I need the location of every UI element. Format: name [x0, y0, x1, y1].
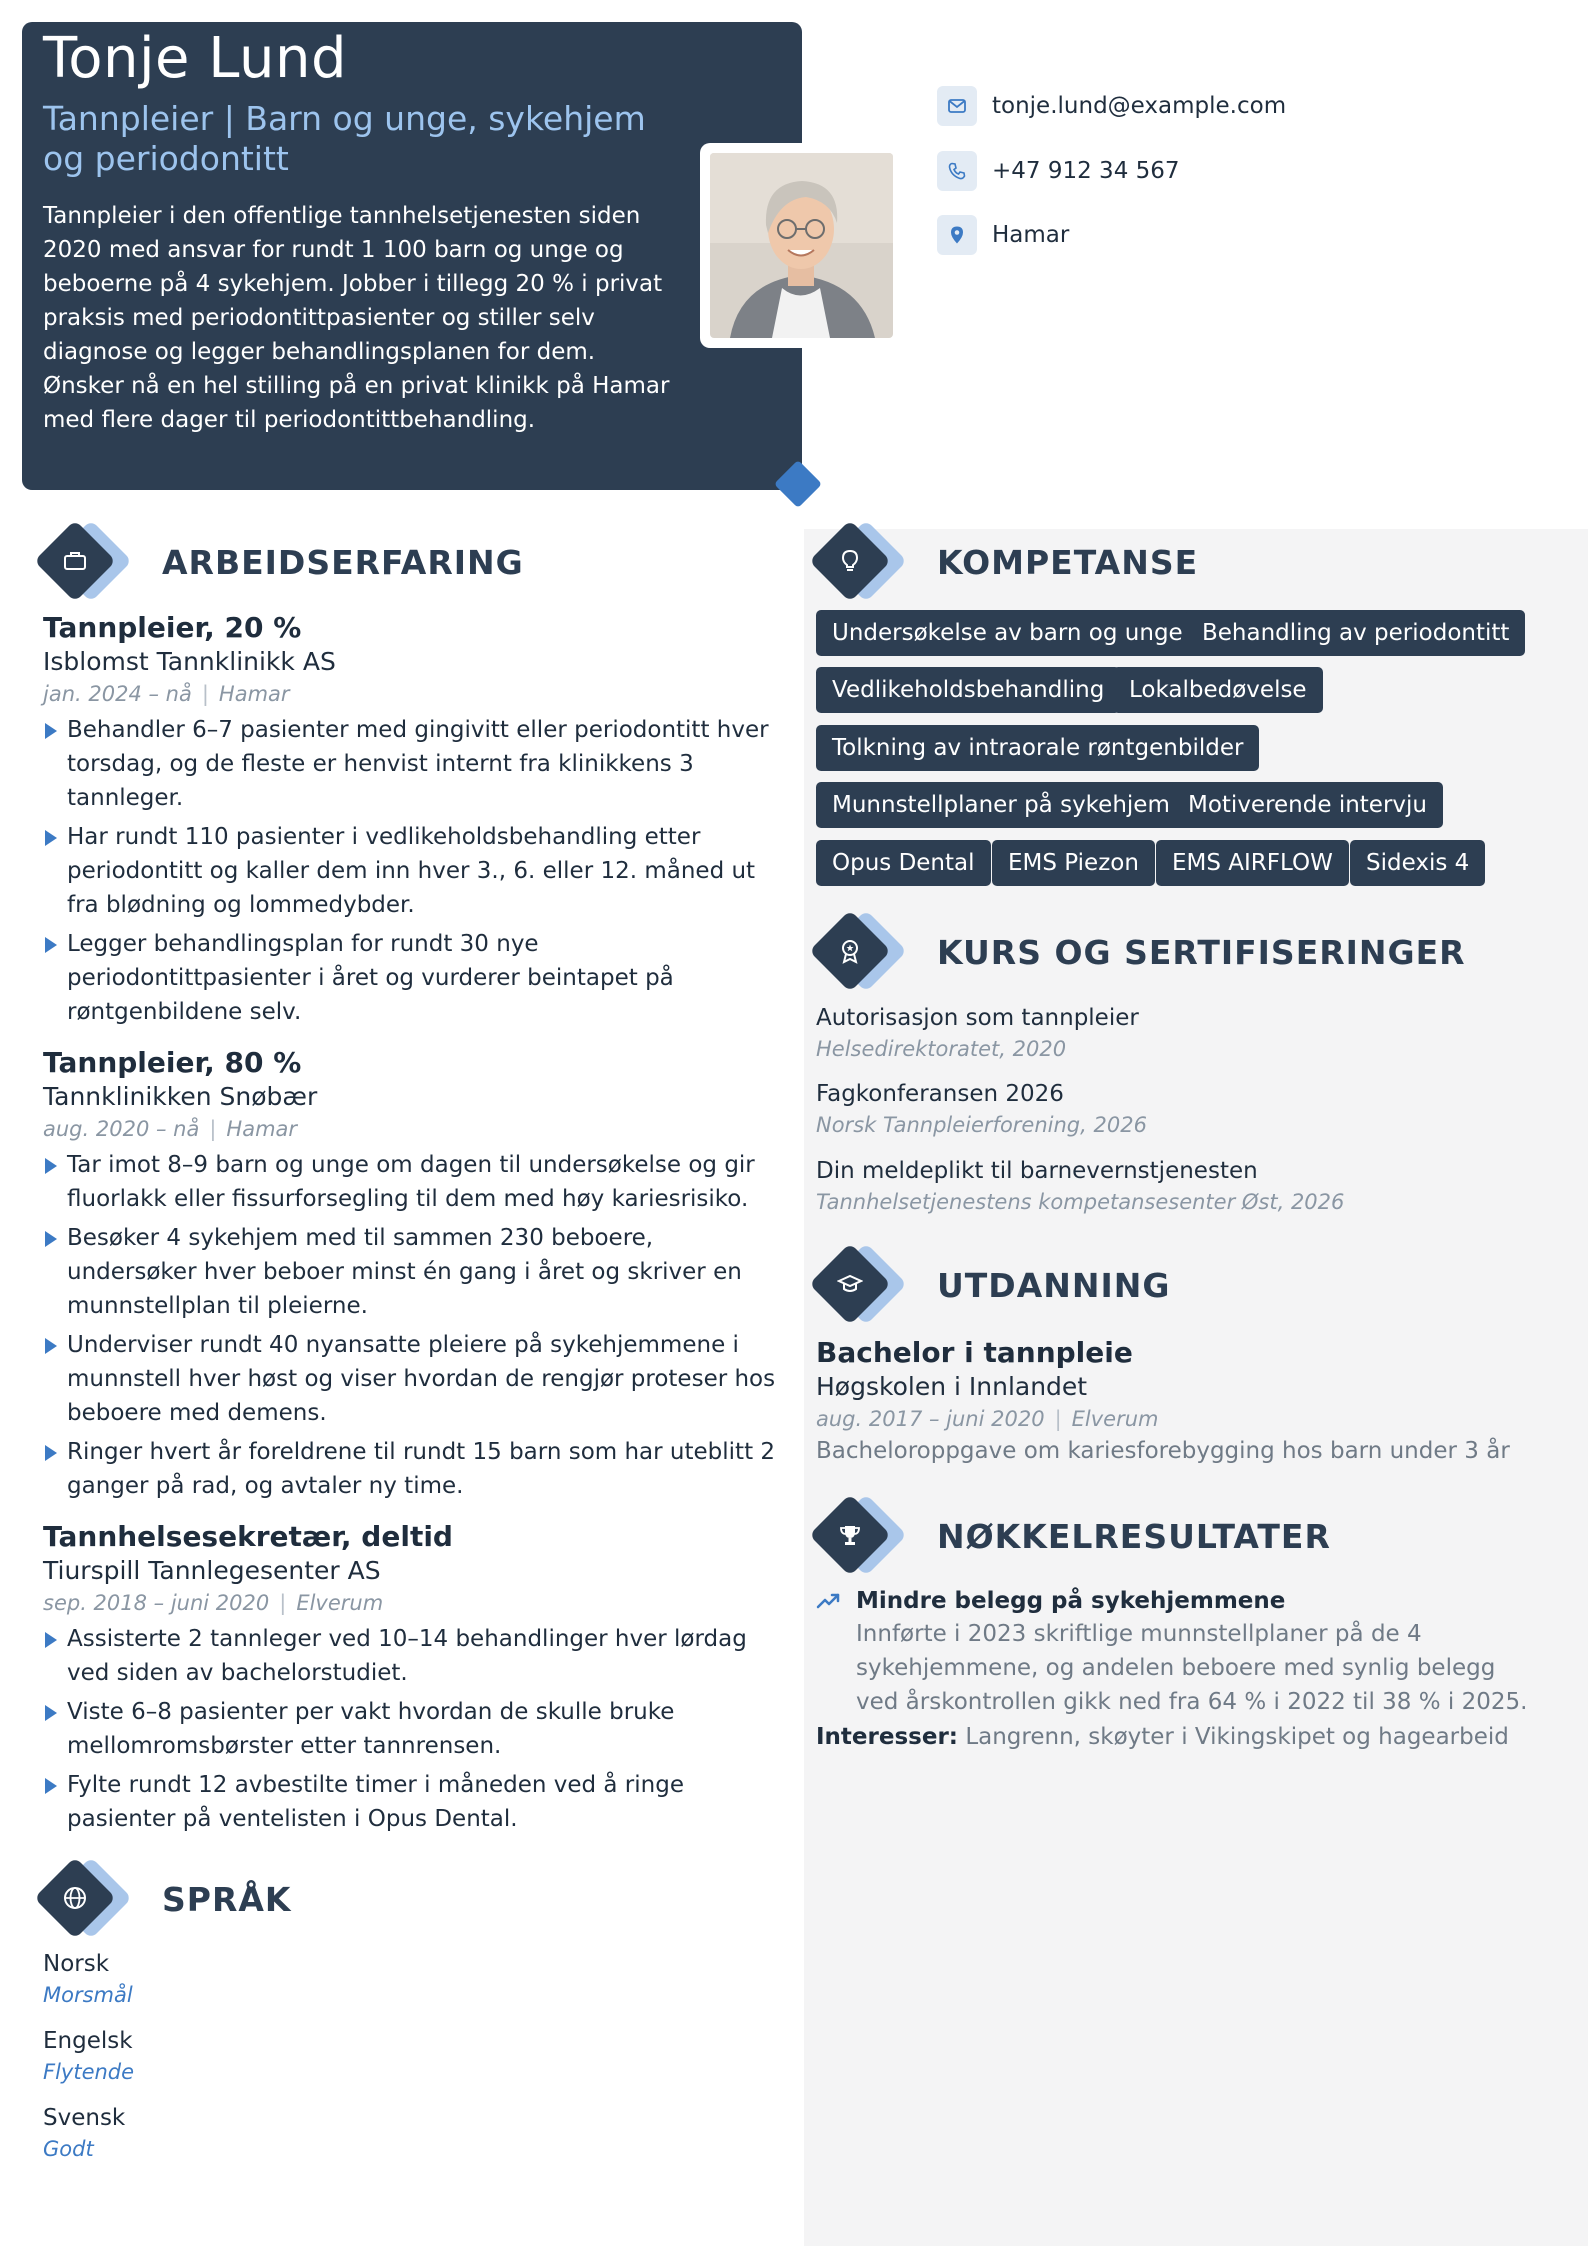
- achievement-title: Mindre belegg på sykehjemmene: [856, 1588, 1286, 1614]
- job-title: Tannhelsesekretær, deltid: [43, 1520, 453, 1553]
- language-name: Engelsk: [43, 2028, 133, 2054]
- language-level: Morsmål: [43, 1983, 133, 2007]
- job-place: Elverum: [296, 1591, 384, 1615]
- job-place: Hamar: [226, 1117, 298, 1141]
- language-item: [43, 2025, 134, 2087]
- language-item: [43, 1948, 133, 2010]
- languages-section-heading: [42, 1859, 442, 1939]
- skill-tag: Undersøkelse av barn og unge: [816, 610, 1199, 656]
- job-place: Hamar: [218, 682, 290, 706]
- lightbulb-icon: [837, 548, 863, 574]
- education-title: UTDANNING: [937, 1266, 1171, 1305]
- person-headline: Tannpleier | Barn og unge, sykehjem og periodontitt: [43, 98, 646, 178]
- language-name: Norsk: [43, 1951, 110, 1977]
- experience-title: ARBEIDSERFARING: [162, 543, 524, 582]
- job-bullet: Tar imot 8–9 barn og unge om dagen til undersøkelse og gir fluorlakk eller fissurforsegling til dem med høy kariesrisiko.: [43, 1148, 778, 1216]
- certificate-issuer: Norsk Tannpleierforening, 2026: [816, 1113, 1147, 1137]
- language-name: Svensk: [43, 2105, 126, 2131]
- skill-tag: EMS Piezon: [992, 840, 1155, 886]
- achievement-description: Innførte i 2023 skriftlige munnstellplaner på de 4 sykehjemmene, og andelen beboere med synlig belegg ved årskontrollen gikk ned fra 64 % i 2022 til 38 % i 2025.: [856, 1621, 1528, 1715]
- certificate-title: Din meldeplikt til barnevernstjenesten: [816, 1158, 1258, 1184]
- employer: Isblomst Tannklinikk AS: [43, 647, 336, 676]
- person-name: Tonje Lund: [43, 26, 348, 91]
- phone-icon: [937, 151, 977, 191]
- job-bullet: Fylte rundt 12 avbestilte timer i måneden ved å ringe pasienter på ventelisten i Opus Dental.: [43, 1768, 778, 1836]
- degree: Bachelor i tannpleie: [816, 1336, 1133, 1369]
- experience-item: [43, 611, 778, 1034]
- header-card: [22, 22, 802, 490]
- job-bullet: Ringer hvert år foreldrene til rundt 15 barn som har uteblitt 2 ganger på rad, og avtaler ny time.: [43, 1435, 778, 1503]
- job-title: Tannpleier, 80 %: [43, 1046, 302, 1079]
- certificates-section-heading: [817, 912, 1517, 992]
- achievement-item: [816, 1585, 1576, 1719]
- location-text: Hamar: [992, 222, 1070, 248]
- certificate-item: [816, 1155, 1344, 1217]
- language-level: Godt: [43, 2137, 94, 2161]
- job-period: sep. 2018 – juni 2020: [43, 1591, 270, 1615]
- job-bullet: Har rundt 110 pasienter i vedlikeholdsbehandling etter periodontitt og kaller dem inn hver 3., 6. eller 12. måned ut fra blødning og lommedybder.: [43, 820, 778, 922]
- certificate-issuer: Helsedirektoratet, 2020: [816, 1037, 1067, 1061]
- interests: [816, 1720, 1509, 1754]
- interests-value: Langrenn, skøyter i Vikingskipet og hagearbeid: [965, 1724, 1509, 1750]
- skills-title: KOMPETANSE: [937, 543, 1199, 582]
- skill-tag: Lokalbedøvelse: [1113, 667, 1323, 713]
- map-pin-icon: [937, 215, 977, 255]
- job-bullet: Assisterte 2 tannleger ved 10–14 behandlinger hver lørdag ved siden av bachelorstudiet.: [43, 1622, 778, 1690]
- skill-tag: EMS AIRFLOW: [1156, 840, 1349, 886]
- education-item: [816, 1336, 1576, 1468]
- skill-tag: Motiverende intervju: [1172, 782, 1443, 828]
- job-bullet: Underviser rundt 40 nyansatte pleiere på sykehjemmene i munnstell hver høst og viser hvordan de rengjør proteser hos beboere med demens.: [43, 1328, 778, 1430]
- interests-label: Interesser:: [816, 1724, 958, 1750]
- education-thesis: Bacheloroppgave om kariesforebygging hos barn under 3 år: [816, 1438, 1510, 1464]
- skill-tag: Munnstellplaner på sykehjem: [816, 782, 1186, 828]
- certificate-item: [816, 1002, 1139, 1064]
- profile-summary: Tannpleier i den offentlige tannhelsetjenesten siden 2020 med ansvar for rundt 1 100 barn og unge og beboerne på 4 sykehjem. Jobber i tillegg 20 % i privat praksis med periodontittpasienter og stiller selv diagnose og legger behandlingsplanen for dem. Ønsker nå en hel stilling på en privat klinikk på Hamar med flere dager til periodontittbehandling.: [43, 202, 670, 433]
- certificate-title: Autorisasjon som tannpleier: [816, 1005, 1139, 1031]
- skill-tag: Sidexis 4: [1350, 840, 1485, 886]
- phone-text: +47 912 34 567: [992, 158, 1180, 184]
- job-period: jan. 2024 – nå: [43, 682, 192, 706]
- job-meta: jan. 2024 – nå | Hamar: [43, 682, 290, 706]
- skill-tag: Opus Dental: [816, 840, 991, 886]
- globe-icon: [62, 1885, 88, 1911]
- award-icon: [837, 938, 863, 964]
- certificates-title: KURS OG SERTIFISERINGER: [937, 933, 1466, 972]
- skills-section-heading: [817, 522, 1317, 602]
- profile-photo: [700, 143, 903, 348]
- trending-up-icon: [816, 1591, 842, 1611]
- job-bullet: Legger behandlingsplan for rundt 30 nye periodontittpasienter i året og vurderer beintapet på røntgenbildene selv.: [43, 927, 778, 1029]
- envelope-icon: [937, 86, 977, 126]
- education-section-heading: [817, 1245, 1317, 1325]
- employer: Tannklinikken Snøbær: [43, 1082, 318, 1111]
- job-bullet: Viste 6–8 pasienter per vakt hvordan de skulle bruke mellomromsbørster etter tannrensen.: [43, 1695, 778, 1763]
- certificate-title: Fagkonferansen 2026: [816, 1081, 1064, 1107]
- skill-tag: Tolkning av intraorale røntgenbilder: [816, 725, 1259, 771]
- job-bullet: Besøker 4 sykehjem med til sammen 230 beboere, undersøker hver beboer minst én gang i året og skriver en munnstellplan til pleierne.: [43, 1221, 778, 1323]
- experience-item: [43, 1520, 778, 1841]
- achievements-section-heading: [817, 1496, 1417, 1576]
- briefcase-icon: [62, 548, 88, 574]
- language-level: Flytende: [43, 2060, 135, 2084]
- school: Høgskolen i Innlandet: [816, 1372, 1088, 1401]
- employer: Tiurspill Tannlegesenter AS: [43, 1556, 381, 1585]
- certificate-issuer: Tannhelsetjenestens kompetansesenter Øst, 2026: [816, 1190, 1345, 1214]
- job-period: aug. 2020 – nå: [43, 1117, 200, 1141]
- skill-tag: Vedlikeholdsbehandling: [816, 667, 1120, 713]
- skill-tag: Behandling av periodontitt: [1186, 610, 1525, 656]
- job-meta: aug. 2020 – nå | Hamar: [43, 1117, 298, 1141]
- trophy-icon: [837, 1522, 863, 1548]
- achievements-title: NØKKELRESULTATER: [937, 1517, 1331, 1556]
- language-item: [43, 2102, 125, 2164]
- education-meta: aug. 2017 – juni 2020 | Elverum: [816, 1407, 1159, 1431]
- education-place: Elverum: [1071, 1407, 1159, 1431]
- avatar: [710, 153, 893, 338]
- certificate-item: [816, 1078, 1147, 1140]
- experience-item: [43, 1046, 778, 1508]
- graduation-cap-icon: [837, 1271, 863, 1297]
- education-period: aug. 2017 – juni 2020: [816, 1407, 1045, 1431]
- job-title: Tannpleier, 20 %: [43, 611, 302, 644]
- experience-section-heading: [42, 522, 542, 602]
- languages-title: SPRÅK: [162, 1880, 292, 1919]
- job-bullet: Behandler 6–7 pasienter med gingivitt eller periodontitt hver torsdag, og de fleste er henvist internt fra klinikkens 3 tannleger.: [43, 713, 778, 815]
- email-text: tonje.lund@example.com: [992, 93, 1287, 119]
- job-meta: sep. 2018 – juni 2020 | Elverum: [43, 1591, 384, 1615]
